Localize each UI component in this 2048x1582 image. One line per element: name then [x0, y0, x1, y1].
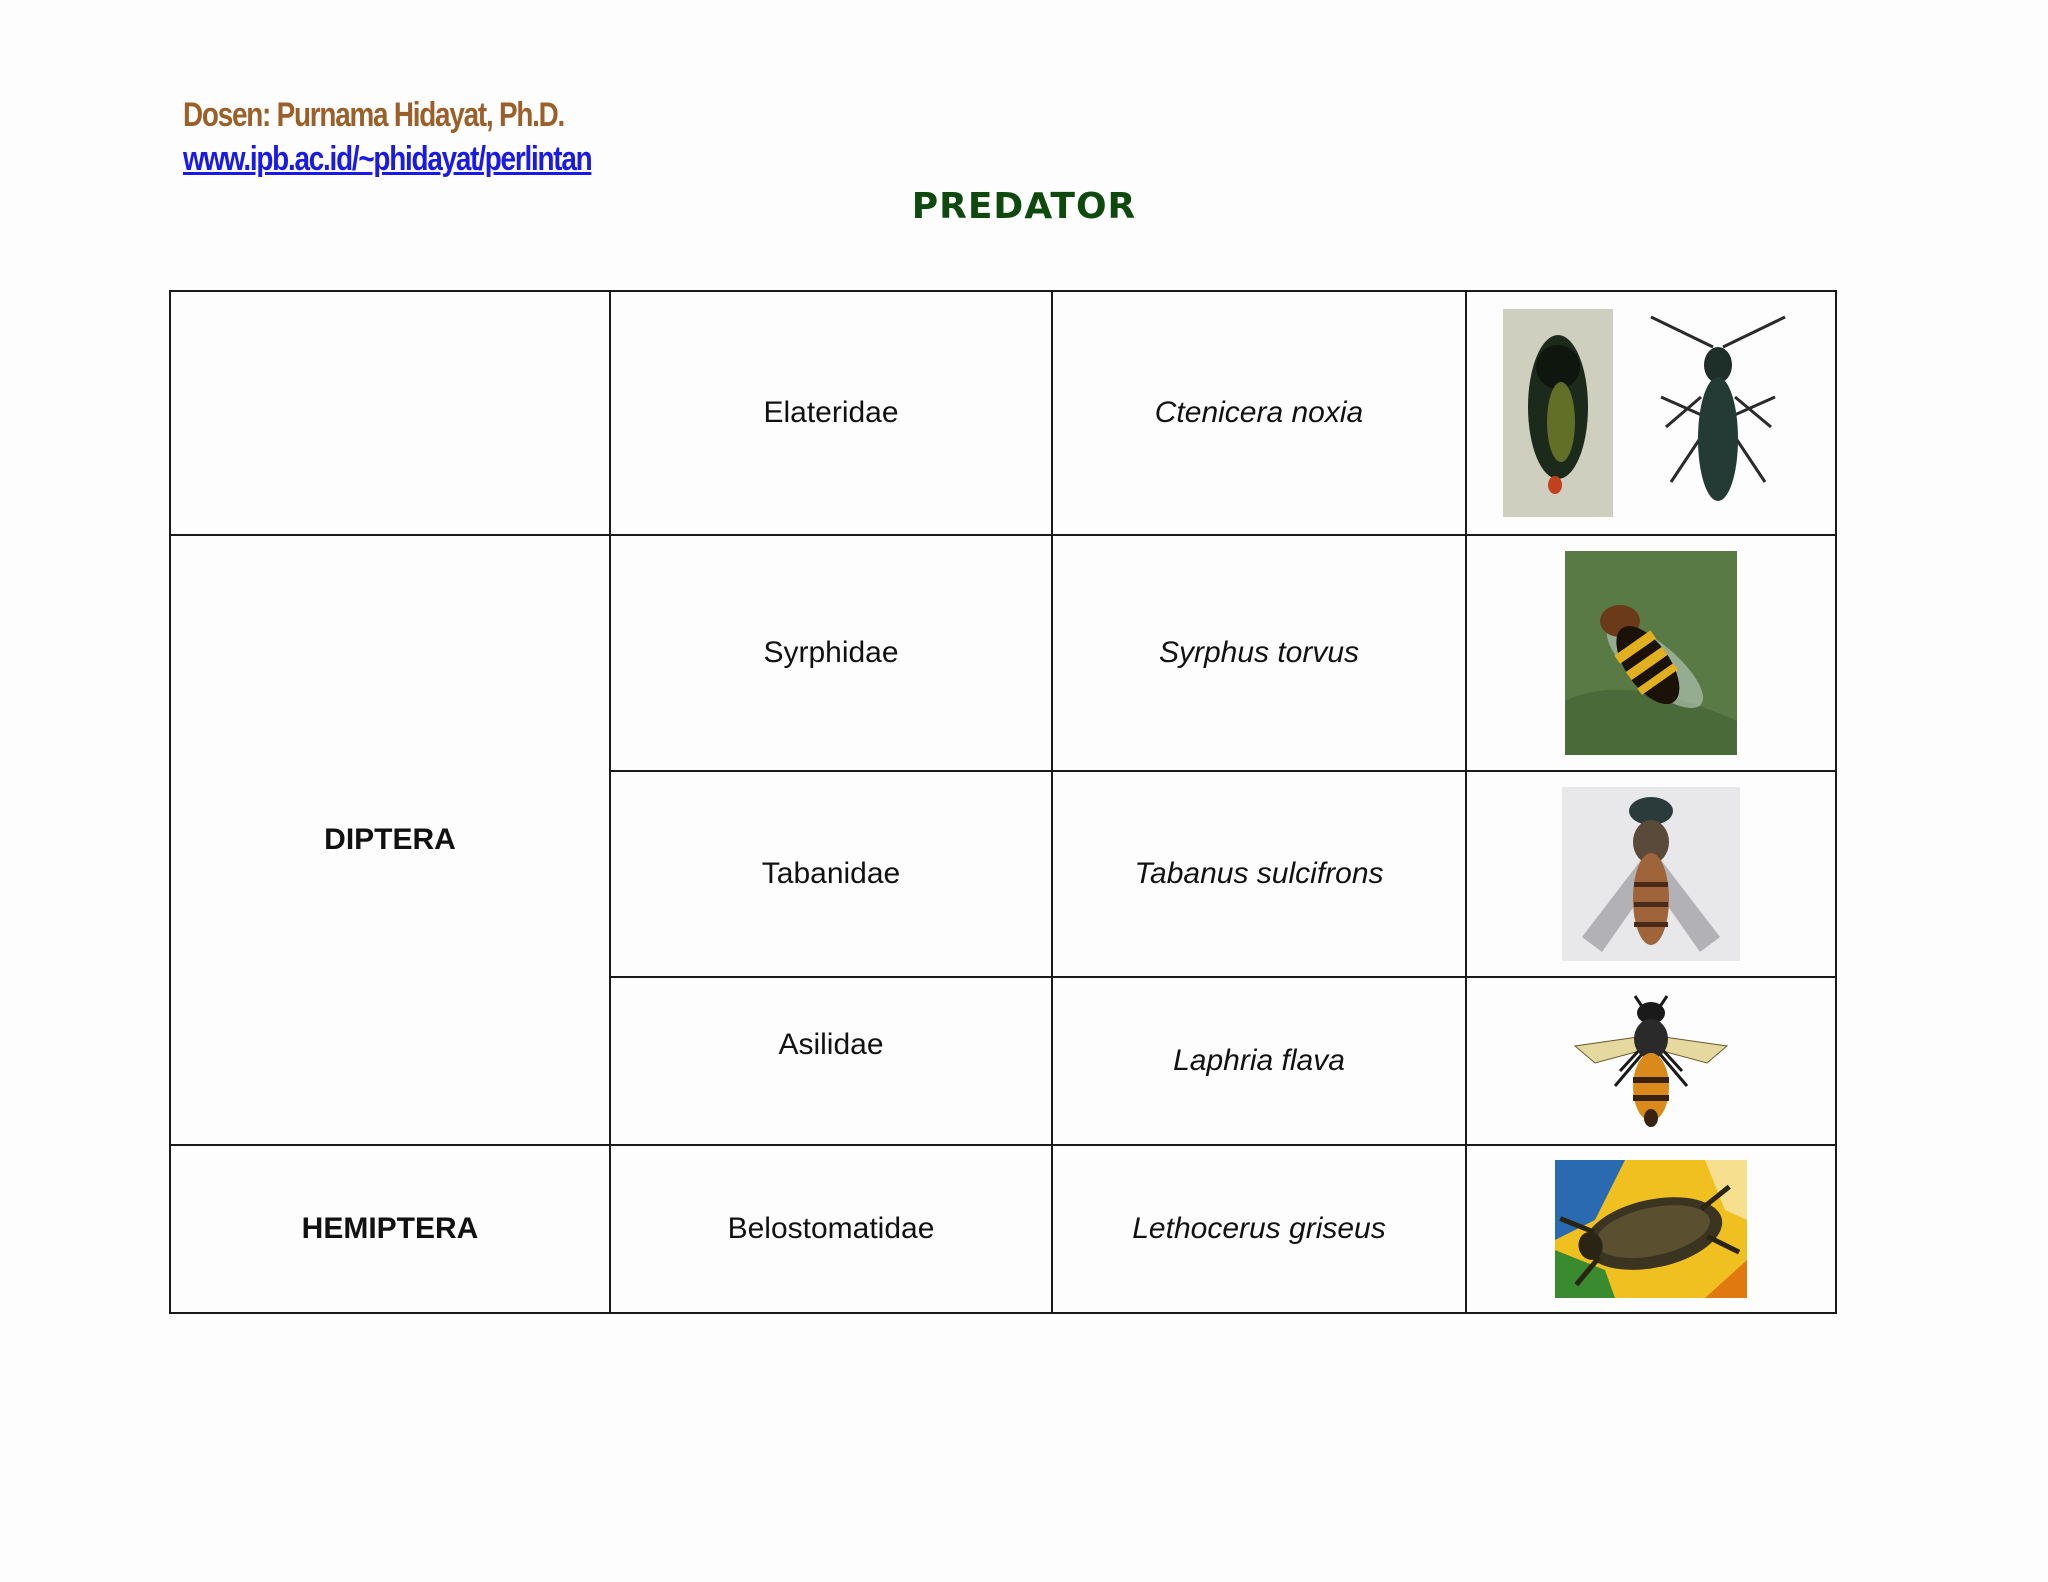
family-cell: Syrphidae: [610, 535, 1052, 771]
order-cell: DIPTERA: [170, 535, 610, 1145]
specimen-image-cell: [1466, 535, 1836, 771]
family-cell: Belostomatidae: [610, 1145, 1052, 1313]
click-beetle-photos: [1501, 307, 1801, 519]
table-row: [170, 535, 1836, 771]
table-row: [170, 291, 1836, 535]
table-row: [170, 1145, 1836, 1313]
page-title: PREDATOR: [911, 186, 1137, 227]
specimen-image-cell: [1466, 977, 1836, 1145]
hoverfly-photo: [1565, 551, 1737, 755]
water-bug-photo: [1555, 1160, 1747, 1298]
order-cell: HEMIPTERA: [170, 1145, 610, 1313]
specimen-image-cell: [1466, 1145, 1836, 1313]
predator-table: [169, 290, 1837, 1314]
family-cell: Elateridae: [610, 291, 1052, 535]
lecturer-name: Dosen: Purnama Hidayat, Ph.D.: [183, 96, 565, 134]
family-cell: Asilidae: [610, 977, 1052, 1145]
species-cell: Tabanus sulcifrons: [1052, 771, 1466, 977]
horsefly-photo: [1562, 787, 1740, 961]
specimen-image-cell: [1466, 771, 1836, 977]
species-cell: Ctenicera noxia: [1052, 291, 1466, 535]
family-cell: Tabanidae: [610, 771, 1052, 977]
order-cell: [170, 291, 610, 535]
species-cell: Laphria flava: [1052, 977, 1466, 1145]
website-link[interactable]: www.ipb.ac.id/~phidayat/perlintan: [183, 140, 592, 178]
specimen-image-cell: [1466, 291, 1836, 535]
robberfly-photo: [1565, 991, 1737, 1131]
species-cell: Lethocerus griseus: [1052, 1145, 1466, 1313]
species-cell: Syrphus torvus: [1052, 535, 1466, 771]
